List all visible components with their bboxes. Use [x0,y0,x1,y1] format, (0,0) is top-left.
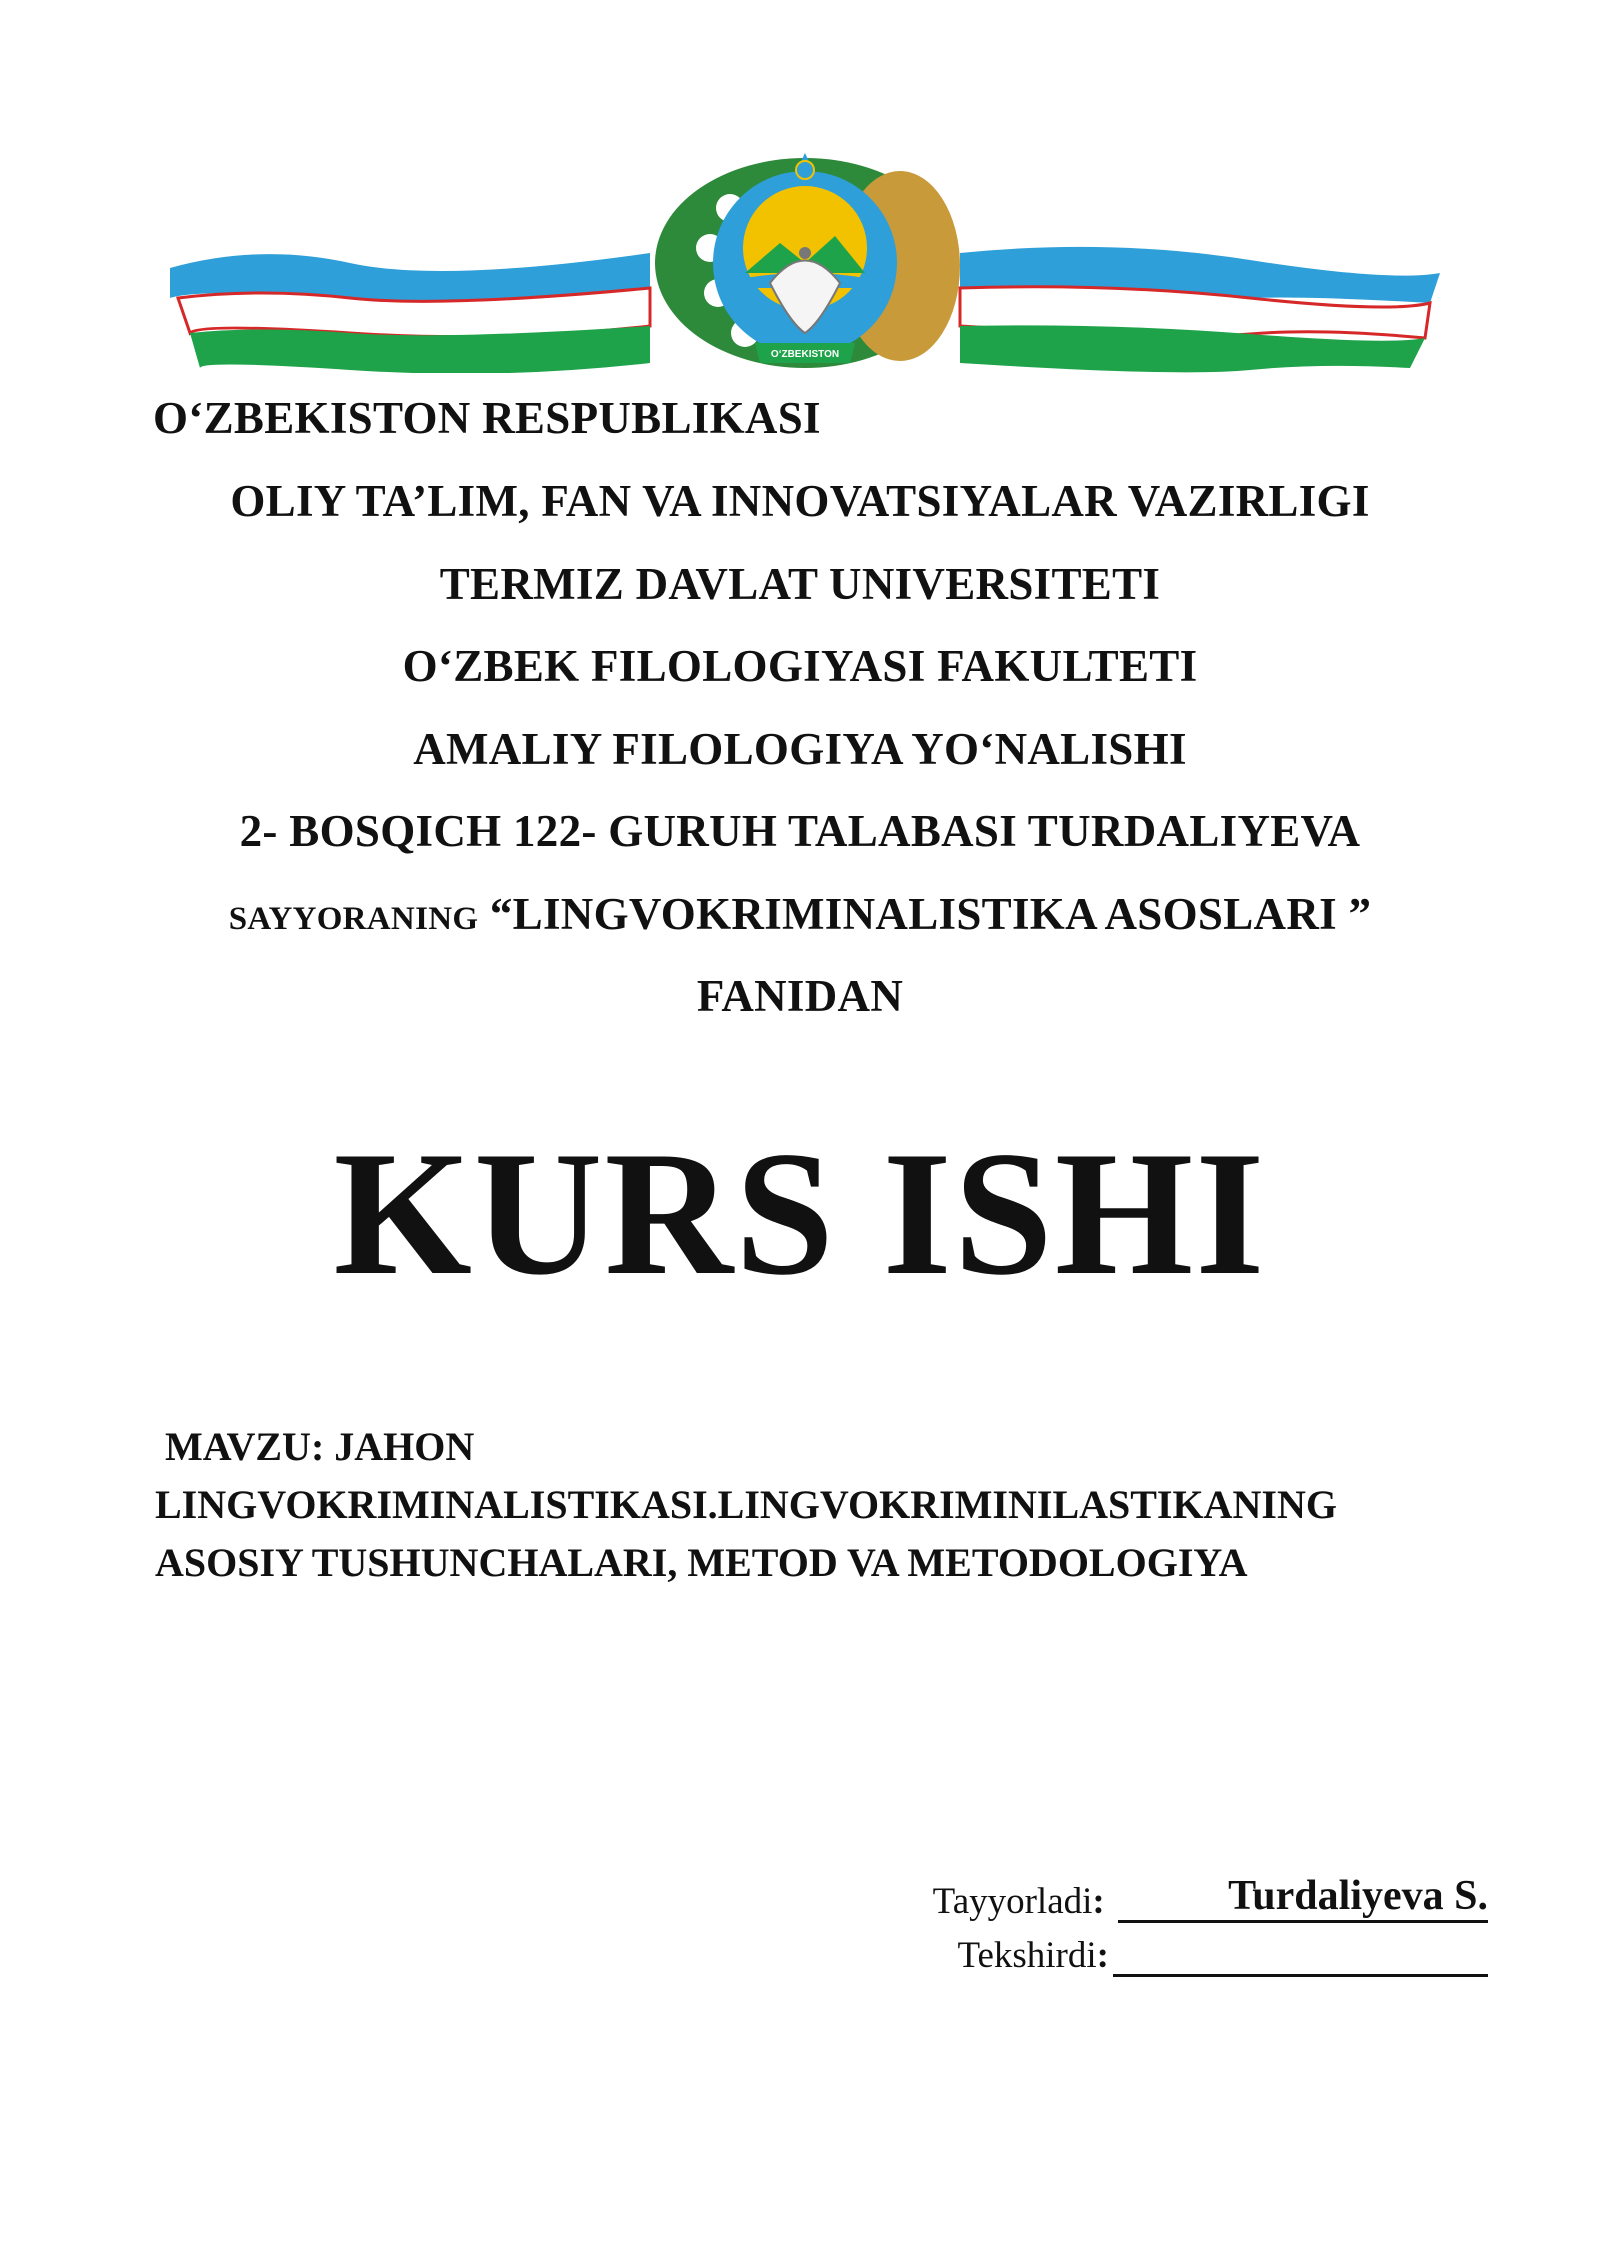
student-name-part: SAYYORANING [228,901,479,937]
checked-colon: : [1096,1935,1109,1976]
document-title: KURS ISHI [333,1114,1267,1312]
from-subject-line: FANIDAN [696,971,904,1021]
prepared-label: Tayyorladi [932,1881,1093,1922]
topic-line-3: ASOSIY TUSHUNCHALARI, METOD VA METODOLOGIYA [155,1540,1248,1585]
prepared-name-line [1118,1872,1488,1923]
uzbekistan-state-emblem-icon [170,148,1440,373]
prepared-name: Turdaliyeva S. [1228,1873,1488,1919]
topic-line-2: LINGVOKRIMINALISTIKASI.LINGVOKRIMINILASTIKANING [155,1482,1337,1527]
republic-heading: O‘ZBEKISTON RESPUBLIKASI [153,393,821,443]
checked-label: Tekshirdi [957,1935,1097,1976]
emblem-ribbon-text: O‘ZBEKISTON [770,349,840,360]
topic-block [155,1418,1485,1592]
flag-ribbon-right [960,247,1440,372]
university-heading: TERMIZ DAVLAT UNIVERSITETI [439,559,1161,609]
state-emblem-banner [170,148,1440,373]
prepared-colon: : [1092,1881,1105,1922]
ministry-heading: OLIY TA’LIM, FAN VA INNOVATSIYALAR VAZIRLIGI [230,476,1370,526]
subject-name: “LINGVOKRIMINALISTIKA ASOSLARI ” [489,889,1372,939]
direction-heading: AMALIY FILOLOGIYA YO‘NALISHI [413,724,1187,774]
subject-line [0,888,1600,940]
prepared-by-row [788,1872,1488,1923]
student-line: 2- BOSQICH 122- GURUH TALABASI TURDALIYEVA [239,806,1361,856]
topic-line-1: MAVZU: JAHON [155,1424,475,1469]
flag-ribbon-left [170,253,650,373]
checked-by-row [788,1932,1488,1977]
emblem-ribbon [755,343,855,363]
checked-signature-line [1113,1932,1488,1977]
faculty-heading: O‘ZBEK FILOLOGIYASI FAKULTETI [402,641,1198,691]
